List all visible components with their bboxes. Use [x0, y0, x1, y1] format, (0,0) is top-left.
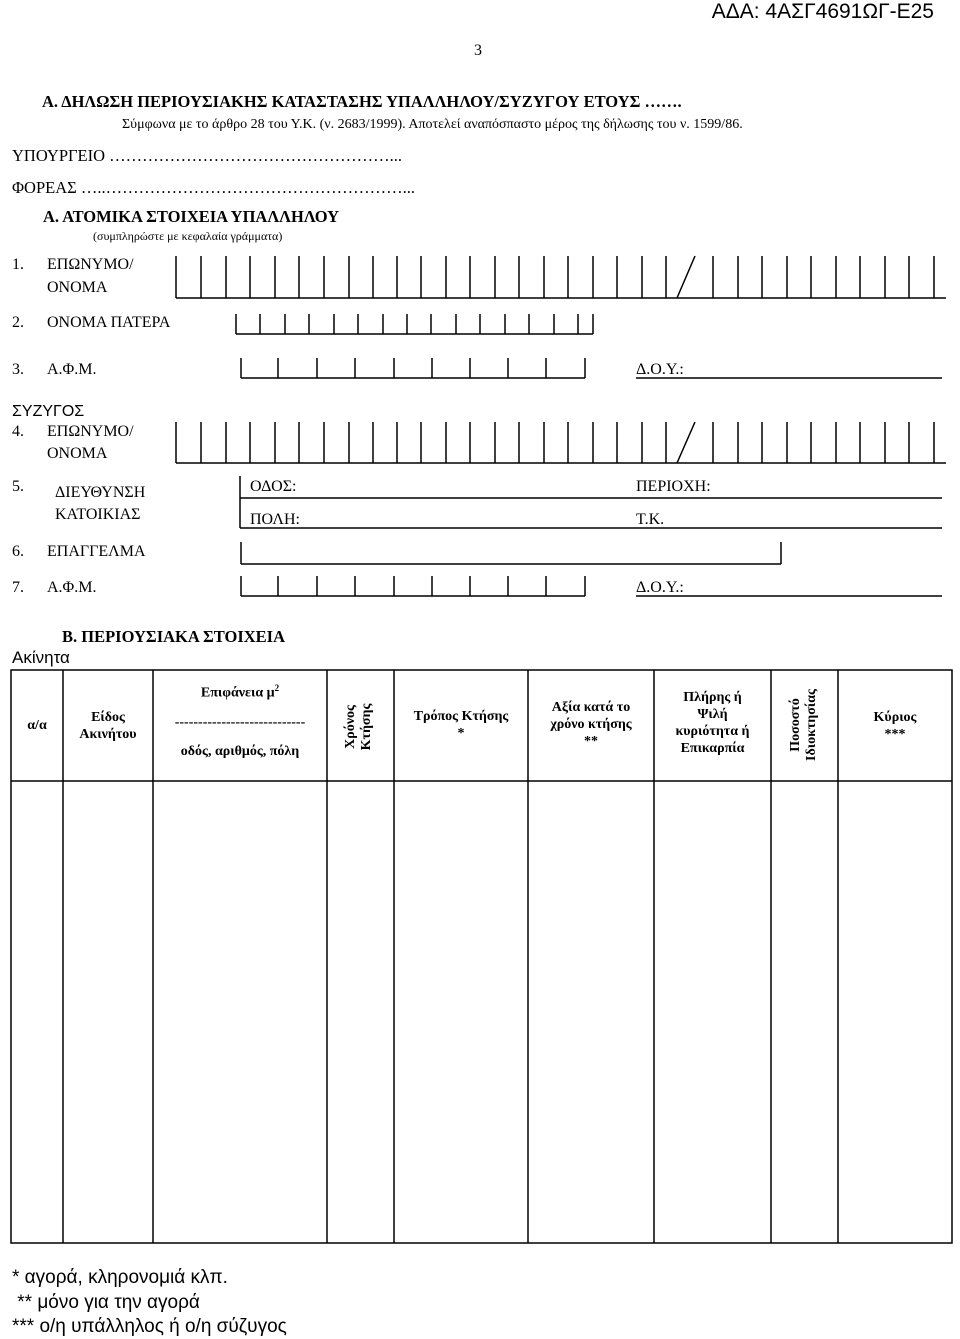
form-subtitle: Σύμφωνα με το άρθρο 28 του Υ.Κ. (ν. 2683/1999). Αποτελεί αναπόσπαστο μέρος της δήλωσης του ν. 1599/86.	[122, 117, 743, 132]
doy-label-2: Δ.Ο.Υ.:	[636, 579, 684, 596]
field-7-number: 7.	[12, 579, 24, 596]
field-3-number: 3.	[12, 361, 24, 378]
footnote-1: * αγορά, κληρονομιά κλπ.	[12, 1267, 228, 1288]
header-value-line1: Αξία κατά το	[551, 700, 631, 715]
header-acquisition-method	[394, 708, 528, 742]
city-label: ΠΟΛΗ:	[250, 511, 300, 528]
field-2-number: 2.	[12, 314, 24, 331]
street-label: ΟΔΟΣ:	[250, 478, 297, 495]
field-5-label: ΔΙΕΥΘΥΝΣΗ	[55, 484, 146, 501]
header-owner	[838, 709, 952, 743]
header-area	[153, 680, 327, 760]
doy-label-1: Δ.Ο.Υ.:	[636, 361, 684, 378]
header-property-type-line1: Είδος	[91, 710, 125, 725]
footnote-2: ** μόνο για την αγορά	[12, 1292, 200, 1313]
header-aa: α/α	[27, 718, 47, 733]
header-percentage-line2: Ιδιοκτησίας	[804, 689, 819, 761]
header-ownership-line2: Ψιλή	[697, 707, 728, 722]
form-title: Α. ΔΗΛΩΣΗ ΠΕΡΙΟΥΣΙΑΚΗΣ ΚΑΤΑΣΤΑΣΗΣ ΥΠΑΛΛΗΛΟΥ/ΣΥΖΥΓΟΥ ΕΤΟΥΣ …….	[42, 92, 682, 111]
field-6-number: 6.	[12, 543, 24, 560]
header-property-type	[63, 709, 153, 743]
header-owner-line1: Κύριος	[873, 710, 917, 725]
field-1-label: ΕΠΩΝΥΜΟ/	[47, 256, 134, 273]
section-b-heading: Β. ΠΕΡΙΟΥΣΙΑΚΑ ΣΤΟΙΧΕΙΑ	[62, 627, 286, 646]
field-4-label: ΕΠΩΝΥΜΟ/	[47, 423, 134, 440]
field-4-number: 4.	[12, 423, 24, 440]
ministry-line: ΥΠΟΥΡΓΕΙΟ ……………………………………………...	[12, 146, 403, 165]
field-7-label: Α.Φ.Μ.	[47, 579, 97, 596]
header-percentage	[788, 665, 822, 785]
header-value-line3: **	[584, 734, 598, 749]
header-ownership	[654, 689, 771, 757]
header-property-type-line2: Ακινήτου	[79, 727, 137, 742]
header-area-text: Επιφάνεια μ	[200, 685, 275, 701]
field-1-label-2: ΟΝΟΜΑ	[47, 279, 108, 296]
header-area-line2: οδός, αριθμός, πόλη	[180, 743, 300, 759]
field-6-label: ΕΠΑΓΓΕΛΜΑ	[47, 543, 146, 560]
header-percentage-line1: Ποσοστό	[788, 698, 803, 752]
agency-line: ΦΟΡΕΑΣ …..………………………………………………...	[12, 178, 416, 197]
header-area-sep: ----------------------------	[174, 714, 306, 730]
header-value	[528, 699, 654, 750]
header-owner-line2: ***	[884, 727, 906, 742]
header-year	[343, 687, 377, 767]
field-5-number: 5.	[12, 478, 24, 495]
field-3-label: Α.Φ.Μ.	[47, 361, 97, 378]
header-ownership-line3: κυριότητα ή	[675, 724, 750, 739]
header-acquisition-method-line2: *	[457, 726, 465, 741]
header-area-line1	[153, 680, 327, 702]
header-year-line2: Κτήσης	[359, 703, 374, 751]
section-a-heading: Α. ΑΤΟΜΙΚΑ ΣΤΟΙΧΕΙΑ ΥΠΑΛΛΗΛΟΥ	[43, 207, 340, 226]
page-number: 3	[474, 42, 482, 59]
ada-code: ΑΔΑ: 4ΑΣΓ4691ΩΓ-Ε25	[711, 0, 934, 23]
header-ownership-line4: Επικαρπία	[680, 741, 745, 756]
header-acquisition-method-line1: Τρόπος Κτήσης	[413, 709, 509, 724]
field-1-number: 1.	[12, 256, 24, 273]
field-5-label-2: ΚΑΤΟΙΚΙΑΣ	[55, 506, 141, 523]
header-year-line1: Χρόνος	[343, 705, 358, 749]
header-area-sup: 2	[274, 683, 280, 693]
field-4-label-2: ΟΝΟΜΑ	[47, 445, 108, 462]
section-a-note: (συμπληρώστε με κεφαλαία γράμματα)	[93, 229, 283, 243]
header-value-line2: χρόνο κτήσης	[550, 717, 632, 732]
field-2-label: ΟΝΟΜΑ ΠΑΤΕΡΑ	[47, 314, 171, 331]
section-b-subheading: Ακίνητα	[12, 648, 70, 667]
postal-label: Τ.Κ.	[636, 511, 665, 528]
spouse-heading: ΣΥΖΥΓΟΣ	[12, 403, 85, 420]
header-ownership-line1: Πλήρης ή	[683, 690, 742, 705]
footnote-3: *** ο/η υπάλληλος ή ο/η σύζυγος	[12, 1316, 287, 1337]
area-label: ΠΕΡΙΟΧΗ:	[636, 478, 711, 495]
